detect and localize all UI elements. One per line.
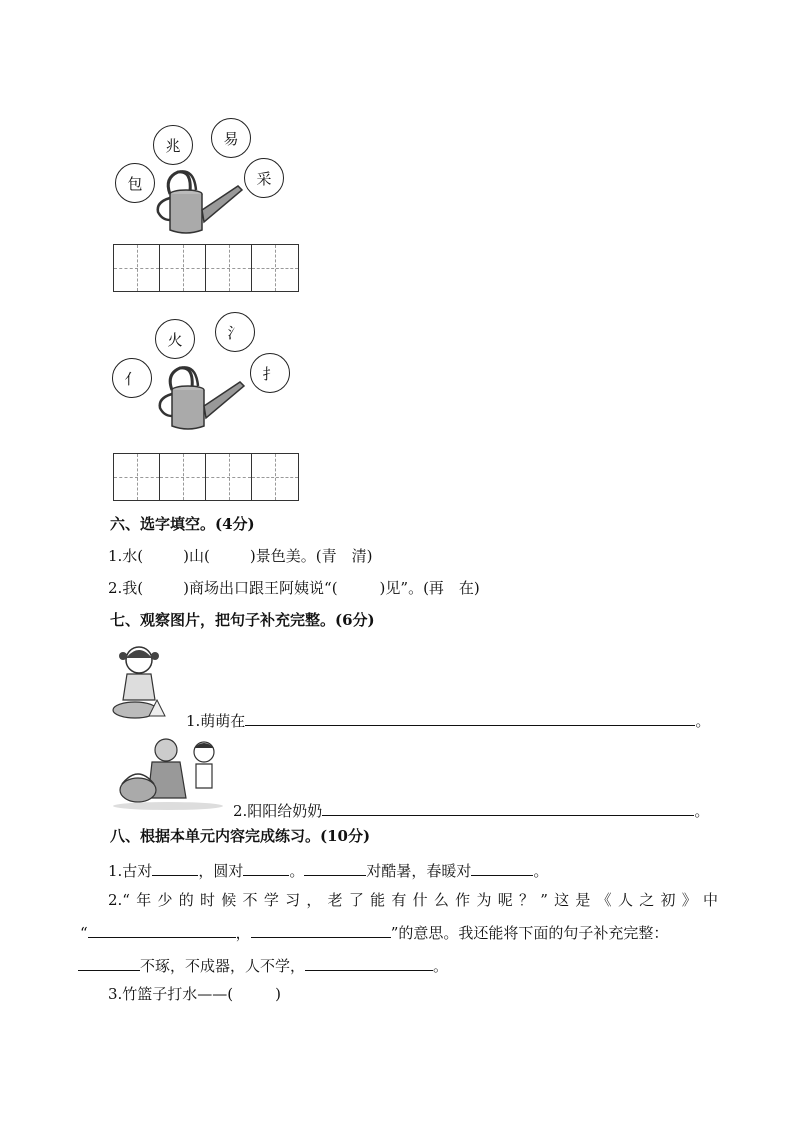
answer-line[interactable] bbox=[304, 860, 366, 876]
writing-cell[interactable] bbox=[114, 245, 160, 291]
q-text: 。 bbox=[695, 712, 711, 730]
answer-line[interactable] bbox=[78, 955, 140, 971]
char-bubble: 扌 bbox=[250, 353, 290, 393]
char-bubble: 易 bbox=[211, 118, 251, 158]
section-8-question-2-line-3 bbox=[78, 955, 448, 976]
answer-line[interactable] bbox=[152, 860, 198, 876]
writing-cell[interactable] bbox=[160, 245, 206, 291]
section-8-question-2-line-1: 2.“年少的时候不学习，老了能有什么作为呢？”这是《人之初》中 bbox=[108, 891, 718, 909]
answer-line[interactable] bbox=[245, 710, 695, 726]
q-text: 1.水( bbox=[108, 547, 144, 565]
q-text: ， bbox=[235, 924, 251, 942]
q-text: ) bbox=[275, 985, 282, 1003]
q-text: 2.我( bbox=[108, 579, 144, 597]
section-6-title: 六、选字填空。(4分) bbox=[110, 515, 255, 533]
writing-cell[interactable] bbox=[252, 454, 298, 500]
section-8-question-1 bbox=[108, 860, 548, 881]
char-bubble: 包 bbox=[115, 163, 155, 203]
section-8-question-2-line-2 bbox=[80, 922, 668, 943]
writing-cell[interactable] bbox=[206, 245, 252, 291]
answer-line[interactable] bbox=[88, 922, 236, 938]
watering-can-1-image bbox=[150, 168, 250, 240]
q-text: ”的意思。我还能将下面的句子补充完整： bbox=[390, 924, 669, 942]
section-6-question-2 bbox=[108, 578, 480, 598]
writing-cell[interactable] bbox=[114, 454, 160, 500]
q-text: 1.古对 bbox=[108, 862, 153, 880]
q-text: 不琢，不成器，人不学， bbox=[140, 957, 306, 975]
q-text: 3.竹篮子打水——( bbox=[108, 985, 234, 1003]
section-7-question-1 bbox=[186, 710, 710, 731]
q-text: )景色美。(青 清) bbox=[249, 547, 373, 565]
q-text: 。 bbox=[433, 957, 449, 975]
char-bubble: 火 bbox=[155, 319, 195, 359]
writing-cell[interactable] bbox=[252, 245, 298, 291]
q-text: 。 bbox=[694, 802, 710, 820]
q-text: ，圆对 bbox=[198, 862, 244, 880]
answer-line[interactable] bbox=[243, 860, 289, 876]
section-7-question-2 bbox=[233, 800, 709, 821]
section-7-title: 七、观察图片，把句子补充完整。(6分) bbox=[110, 611, 375, 629]
q-text: 。 bbox=[533, 862, 549, 880]
q-text: “ bbox=[80, 924, 88, 942]
q-text: )见”。(再 在) bbox=[379, 579, 480, 597]
char-bubble: 兆 bbox=[153, 125, 193, 165]
section-6-question-1 bbox=[108, 546, 372, 566]
section-8-question-3 bbox=[108, 984, 281, 1004]
q-text: )山( bbox=[183, 547, 210, 565]
answer-line[interactable] bbox=[251, 922, 391, 938]
writing-cell[interactable] bbox=[206, 454, 252, 500]
q-text: 对酷暑，春暖对 bbox=[366, 862, 472, 880]
q-text: )商场出口跟王阿姨说“( bbox=[183, 579, 338, 597]
char-bubble: 氵 bbox=[215, 312, 255, 352]
q-text: 1.萌萌在 bbox=[186, 712, 246, 730]
girl-washing-illustration bbox=[105, 642, 173, 724]
char-bubble: 采 bbox=[244, 158, 284, 198]
q-text: 2.阳阳给奶奶 bbox=[233, 802, 323, 820]
writing-grid-2 bbox=[113, 453, 299, 501]
answer-line[interactable] bbox=[305, 955, 433, 971]
watering-can-2-image bbox=[150, 364, 254, 436]
char-bubble: 亻 bbox=[112, 358, 152, 398]
writing-cell[interactable] bbox=[160, 454, 206, 500]
q-text: 。 bbox=[289, 862, 305, 880]
writing-grid-1 bbox=[113, 244, 299, 292]
answer-line[interactable] bbox=[322, 800, 694, 816]
section-8-title: 八、根据本单元内容完成练习。(10分) bbox=[110, 827, 371, 845]
answer-line[interactable] bbox=[471, 860, 533, 876]
boy-grandma-illustration bbox=[108, 736, 226, 812]
